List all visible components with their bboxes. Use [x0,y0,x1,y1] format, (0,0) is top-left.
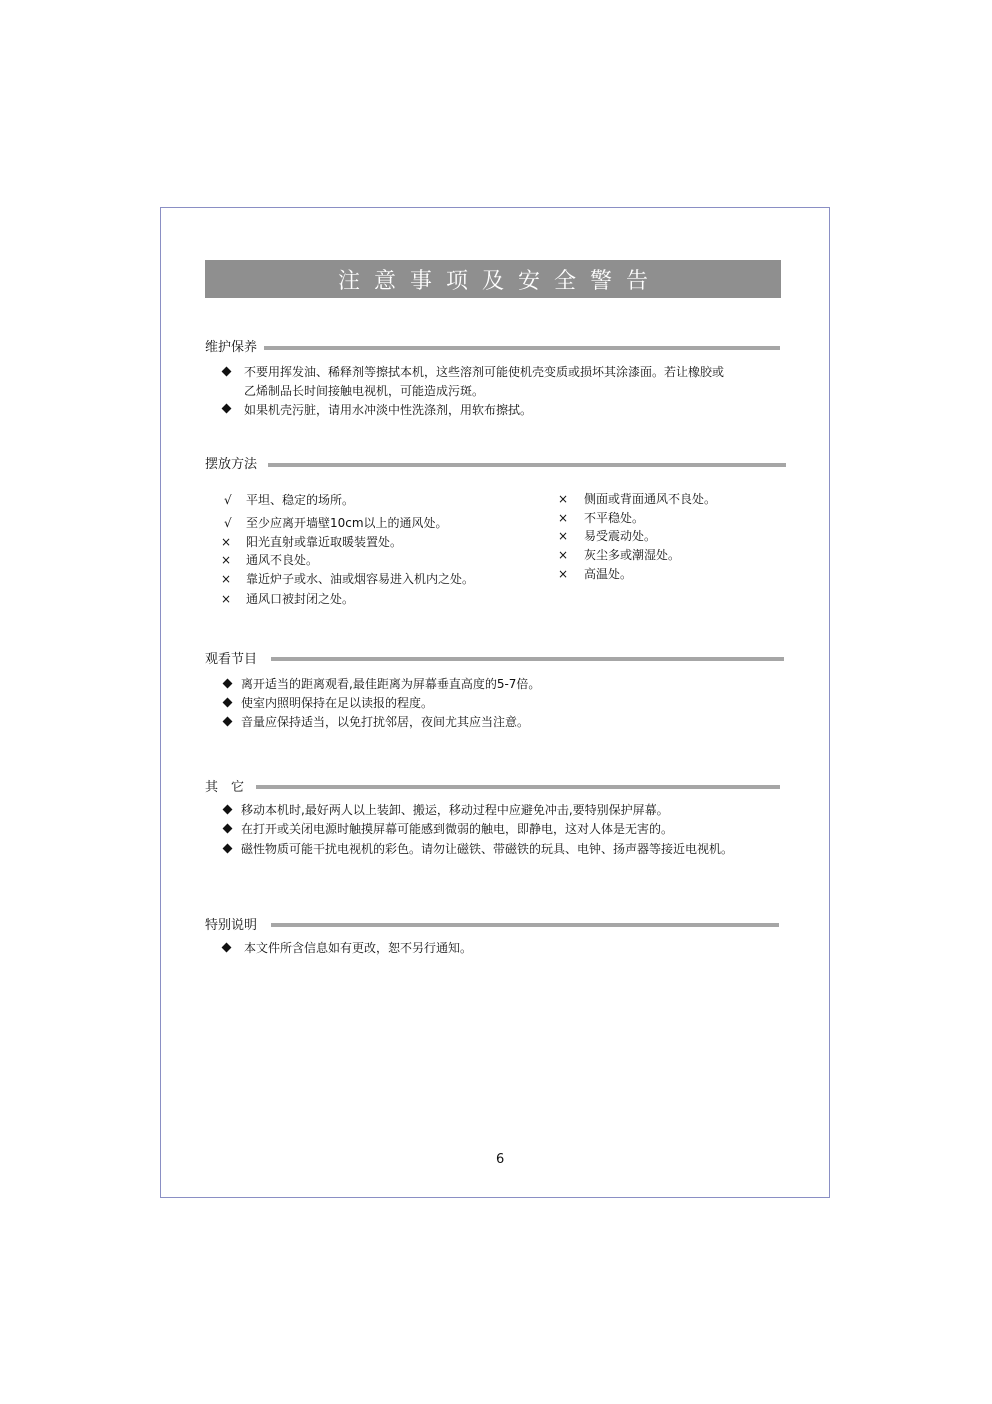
section-heading-special: 特别说明 [205,918,258,933]
title-banner [205,260,781,298]
cross-mark-icon: × [221,553,232,567]
check-mark-icon: √ [224,493,232,507]
section-heading-maintenance: 维护保养 [205,340,258,355]
list-item: 侧面或背面通风不良处。 [584,492,717,506]
list-item: 在打开或关闭电源时触摸屏幕可能感到微弱的触电，即静电，这对人体是无害的。 [241,822,674,836]
cross-mark-icon: × [558,492,569,506]
list-item: 不要用挥发油、稀释剂等擦拭本机，这些溶剂可能使机壳变质或损坏其涂漆面。若让橡胶或 [244,365,725,379]
section-rule [264,346,780,350]
list-item: 通风不良处。 [246,553,319,567]
list-item: 如果机壳污脏，请用水冲淡中性洗涤剂，用软布擦拭。 [244,403,533,417]
check-mark-icon: √ [224,516,232,530]
list-item: 靠近炉子或水、油或烟容易进入机内之处。 [246,572,475,586]
list-item: 易受震动处。 [584,529,657,543]
cross-mark-icon: × [221,592,232,606]
list-item: 不平稳处。 [584,511,645,525]
list-item: 音量应保持适当，以免打扰邻居，夜间尤其应当注意。 [241,715,530,729]
list-item: 灰尘多或潮湿处。 [584,548,681,562]
section-rule [271,923,779,927]
section-rule [268,463,786,467]
list-item: 移动本机时,最好两人以上装卸、搬运，移动过程中应避免冲击,要特别保护屏幕。 [241,803,669,817]
cross-mark-icon: × [558,529,569,543]
cross-mark-icon: × [221,535,232,549]
page-title: 注意事项及安全警告 [337,268,662,294]
cross-mark-icon: × [558,548,569,562]
section-rule [256,785,780,789]
list-item: 平坦、稳定的场所。 [246,493,355,507]
section-heading-viewing: 观看节目 [205,652,258,667]
list-item: 至少应离开墙壁10cm以上的通风处。 [246,516,448,530]
list-item: 高温处。 [584,567,633,581]
list-item: 通风口被封闭之处。 [246,592,355,606]
page-number: 6 [496,1152,505,1167]
list-item: 阳光直射或靠近取暖装置处。 [246,535,403,549]
list-item: 乙烯制品长时间接触电视机，可能造成污斑。 [244,384,485,398]
section-rule [271,657,784,661]
list-item: 使室内照明保持在足以读报的程度。 [241,696,434,710]
section-heading-other: 其 它 [205,780,245,795]
list-item: 磁性物质可能干扰电视机的彩色。请勿让磁铁、带磁铁的玩具、电钟、扬声器等接近电视机。 [241,842,734,856]
list-item: 本文件所含信息如有更改，恕不另行通知。 [244,941,473,955]
section-heading-placement: 摆放方法 [205,457,258,472]
cross-mark-icon: × [221,572,232,586]
cross-mark-icon: × [558,567,569,581]
list-item: 离开适当的距离观看,最佳距离为屏幕垂直高度的5-7倍。 [241,677,541,691]
cross-mark-icon: × [558,511,569,525]
